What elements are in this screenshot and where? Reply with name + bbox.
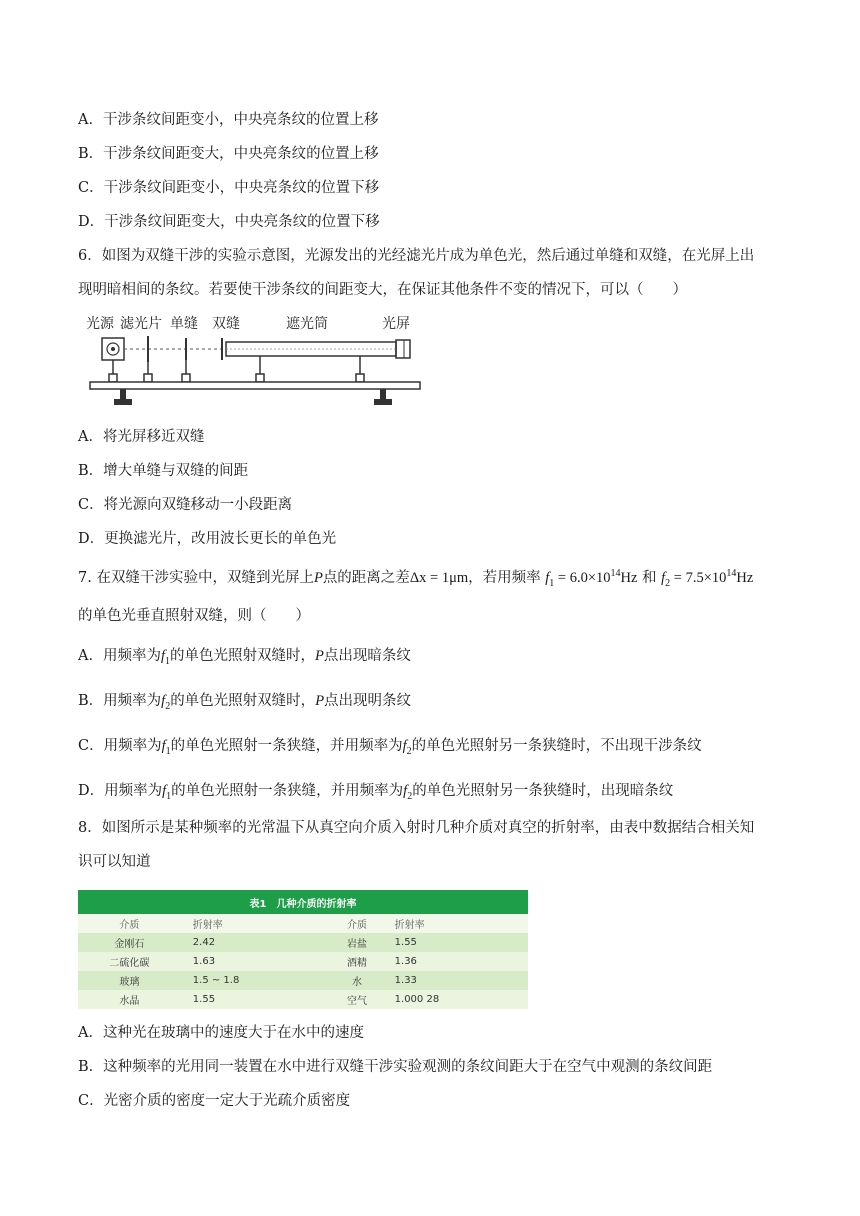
q7-stem-line2: 的单色光垂直照射双缝，则（ ） xyxy=(78,608,310,624)
q8-option-a: A．这种光在玻璃中的速度大于在水中的速度 xyxy=(78,1025,364,1041)
q7-option-a: A．用频率为$f_1$的单色光照射双缝时，P点出现暗条纹 xyxy=(78,648,411,667)
table-header-row xyxy=(78,914,528,933)
table-row xyxy=(78,952,528,971)
table-row xyxy=(78,933,528,952)
label-shade-tube: 遮光筒 xyxy=(286,316,328,332)
table-cell: 岩盐 xyxy=(331,933,382,952)
q6-option-b: B．增大单缝与双缝的间距 xyxy=(78,463,249,479)
q5-option-c: C．干涉条纹间距变小，中央亮条纹的位置下移 xyxy=(78,180,380,196)
q8-stem-line2: 识可以知道 xyxy=(78,854,151,870)
table-header: 折射率 xyxy=(181,914,331,933)
q6-option-d: D．更换滤光片，改用波长更长的单色光 xyxy=(78,531,337,547)
table-header: 折射率 xyxy=(383,914,528,933)
table-cell: 1.36 xyxy=(383,952,528,971)
table-cell: 1.55 xyxy=(383,933,528,952)
table-cell: 1.55 xyxy=(181,990,331,1009)
q6-stem-line1: 6．如图为双缝干涉的实验示意图，光源发出的光经滤光片成为单色光，然后通过单缝和双缝，在光屏上出 xyxy=(78,248,755,264)
table-title: 表1 几种介质的折射率 xyxy=(78,890,528,914)
table-cell: 水 xyxy=(331,971,382,990)
table-cell: 1.000 28 xyxy=(383,990,528,1009)
table-cell: 1.33 xyxy=(383,971,528,990)
label-single-slit: 单缝 xyxy=(170,316,198,332)
table-cell: 1.63 xyxy=(181,952,331,971)
label-double-slit: 双缝 xyxy=(212,316,240,332)
table-cell: 玻璃 xyxy=(78,971,181,990)
q5-option-a: A．干涉条纹间距变小，中央亮条纹的位置上移 xyxy=(78,112,379,128)
label-filter: 滤光片 xyxy=(120,316,162,332)
q8-option-b: B．这种频率的光用同一装置在水中进行双缝干涉实验观测的条纹间距大于在空气中观测的条纹间距 xyxy=(78,1059,713,1075)
table-header: 介质 xyxy=(331,914,382,933)
table-row xyxy=(78,990,528,1009)
label-light-source: 光源 xyxy=(86,316,114,332)
table-header: 介质 xyxy=(78,914,181,933)
q7-option-c: C．用频率为$f_1$的单色光照射一条狭缝，并用频率为$f_2$的单色光照射另一条狭缝时，不出现干涉条纹 xyxy=(78,738,702,757)
q5-option-b: B．干涉条纹间距变大，中央亮条纹的位置上移 xyxy=(78,146,379,162)
q6-option-c: C．将光源向双缝移动一小段距离 xyxy=(78,497,293,513)
table-cell: 2.42 xyxy=(181,933,331,952)
q8-stem-line1: 8．如图所示是某种频率的光常温下从真空向介质入射时几种介质对真空的折射率，由表中数据结合相关知 xyxy=(78,820,755,836)
q5-option-d: D．干涉条纹间距变大，中央亮条纹的位置下移 xyxy=(78,214,380,230)
double-slit-apparatus-diagram xyxy=(86,312,426,412)
table-row xyxy=(78,971,528,990)
table-cell: 空气 xyxy=(331,990,382,1009)
q8-option-c: C．光密介质的密度一定大于光疏介质密度 xyxy=(78,1093,351,1109)
q6-stem-line2: 现明暗相间的条纹。若要使干涉条纹的间距变大，在保证其他条件不变的情况下，可以（ ） xyxy=(78,282,687,298)
q7-stem-line1: 7. 在双缝干涉实验中，双缝到光屏上P点的距离之差Δx = 1μm，若用频率 $f_1 = 6.0\times 10^{14}Hz$ 和 $f_2 = 7.5\times 10^{14}Hz$ xyxy=(78,568,754,589)
q7-option-b: B．用频率为$f_2$的单色光照射双缝时，P点出现明条纹 xyxy=(78,693,412,712)
q7-option-d: D．用频率为$f_1$的单色光照射一条狭缝，并用频率为$f_2$的单色光照射另一条狭缝时，出现暗条纹 xyxy=(78,783,674,802)
table-cell: 二硫化碳 xyxy=(78,952,181,971)
table-cell: 酒精 xyxy=(331,952,382,971)
q6-option-a: A．将光屏移近双缝 xyxy=(78,429,205,445)
table-cell: 水晶 xyxy=(78,990,181,1009)
refractive-index-table xyxy=(78,890,528,1009)
label-screen: 光屏 xyxy=(382,316,410,332)
table-cell: 1.5 ~ 1.8 xyxy=(181,971,331,990)
table-cell: 金刚石 xyxy=(78,933,181,952)
